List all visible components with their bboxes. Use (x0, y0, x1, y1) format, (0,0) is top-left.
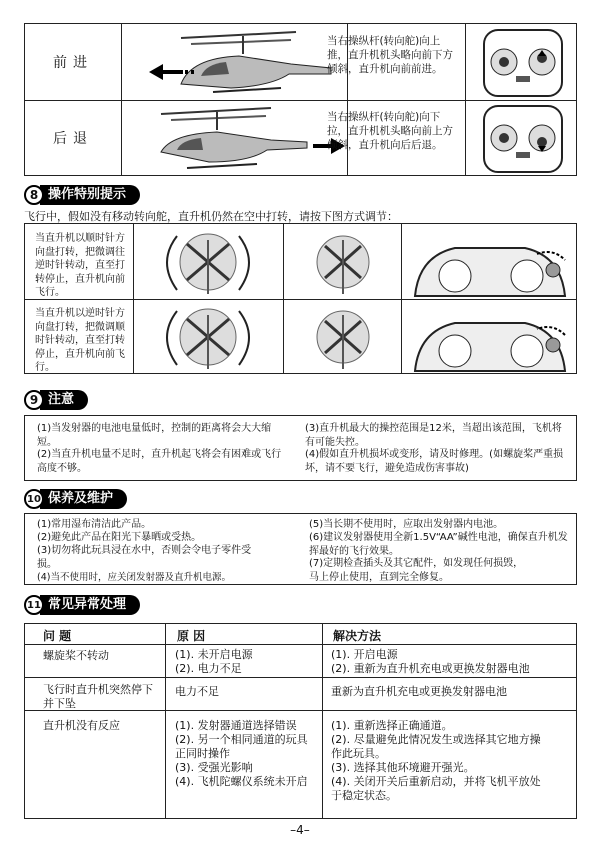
section10-header (24, 488, 127, 510)
table-row-solution: 重新为直升机充电或更换发射器电池 (331, 685, 507, 698)
section11-number: 11 (24, 595, 44, 615)
troubleshooting-table (24, 623, 577, 819)
table-row-cause: 电力不足 (175, 685, 219, 698)
trim-row-counterclockwise (25, 299, 576, 374)
backward-text: 当右操纵杆(转向舵)向下拉，直升机机头略向前上方倾斜，直升机向后后退。 (327, 111, 453, 151)
heli-stable-illustration (287, 301, 399, 373)
note-item: (4)假如直升机损坏或变形，请及时修理。(如螺旋桨严重损坏，请不要飞行，避免造成伤害事故) (305, 449, 564, 474)
note-item: (3)切勿将此玩具浸在水中，否则会令电子零件受损。 (37, 545, 252, 570)
heli-backward-illustration (121, 100, 348, 176)
forward-row (25, 24, 576, 101)
heli-rotating-illustration (137, 226, 279, 298)
controller-backward-illustration (465, 100, 579, 176)
section8-number: 8 (24, 185, 44, 205)
section8-header (24, 184, 140, 206)
table-row-solution: (1). 重新选择正确通道。 (2). 尽量避免此情况发生或选择其它地方操作此玩具。 (3). 选择其他环境避开强光。 (4). 关闭开关后重新启动，并将飞机平放处于稳定状态。 (331, 719, 541, 802)
heli-rotating-illustration (137, 301, 279, 373)
note-item: (4)当不使用时，应关闭发射器及直升机电源。 (37, 572, 231, 583)
header-solution: 解决方法 (333, 629, 382, 643)
table-row-problem: 飞行时直升机突然停下并下坠 (43, 683, 153, 710)
section9-number: 9 (24, 390, 44, 410)
backward-label: 后退 (25, 100, 122, 176)
note-item: (2)当直升机电量不足时，直升机起飞将会有困难或飞行高度不够。 (37, 449, 282, 474)
table-row-solution: (1). 开启电源 (2). 重新为直升机充电或更换发射器电池 (331, 648, 530, 675)
section9-box (24, 415, 577, 481)
heli-forward-illustration (121, 24, 348, 100)
note-item: (1)常用湿布清洁此产品。 (37, 519, 152, 530)
table-row-problem: 直升机没有反应 (43, 719, 120, 732)
section9-title: 注意 (40, 390, 88, 410)
trim-text-clockwise: 当直升机以顺时针方向盘打转，把微调往逆时针转动，直至打转停止，直升机向前飞行。 (35, 233, 125, 298)
section10-box (24, 513, 577, 585)
page-number: –4– (290, 823, 310, 837)
note-item: (6)建议发射器使用全新1.5V“AA”碱性电池，确保直升机发挥最好的飞行效果。 (309, 532, 568, 557)
header-cause: 原 因 (177, 629, 206, 643)
section10-number: 10 (24, 489, 44, 509)
forward-label: 前进 (25, 24, 122, 100)
forward-text: 当右操纵杆(转向舵)向上推，直升机机头略向前下方倾斜，直升机向前前进。 (327, 35, 453, 75)
controller-trim-illustration (405, 226, 575, 298)
table-row-cause: (1). 未开启电源 (2). 电力不足 (175, 648, 253, 675)
trim-table (24, 223, 577, 374)
note-item: (2)避免此产品在阳光下暴晒或受热。 (37, 532, 202, 543)
trim-text-counterclockwise: 当直升机以逆时针方向盘打转，把微调顺时针转动，直至打转停止，直升机向前飞行。 (35, 308, 125, 373)
note-item: (5)当长期不使用时，应取出发射器内电池。 (309, 519, 504, 530)
note-item: (3)直升机最大的操控范围是12米，当超出该范围，飞机将有可能失控。 (305, 423, 562, 448)
table-row-cause: (1). 发射器通道选择错误 (2). 另一个相同通道的玩具正同时操作 (3). 受强光影响 (4). 飞机陀螺仪系统未开启 (175, 719, 308, 788)
direction-table (24, 23, 577, 176)
section8-title: 操作特别提示 (40, 185, 140, 205)
section10-title: 保养及维护 (40, 489, 127, 509)
note-item: (1)当发射器的电池电量低时，控制的距离将会大大缩短。 (37, 423, 272, 448)
section9-header (24, 389, 88, 411)
heli-stable-illustration (287, 226, 399, 298)
trim-row-clockwise (25, 224, 576, 300)
table-row-problem: 螺旋桨不转动 (43, 649, 109, 662)
controller-forward-illustration (465, 24, 579, 100)
controller-trim-illustration (405, 301, 575, 373)
section8-intro: 飞行中，假如没有移动转向舵，直升机仍然在空中打转，请按下图方式调节： (24, 210, 398, 223)
section11-header (24, 594, 140, 616)
section11-title: 常见异常处理 (40, 595, 140, 615)
header-problem: 问 题 (43, 629, 72, 643)
backward-row (25, 100, 576, 176)
note-item: (7)定期检查插头及其它配件，如发现任何损毁，马上停止使用，直到完全修复。 (309, 558, 524, 583)
